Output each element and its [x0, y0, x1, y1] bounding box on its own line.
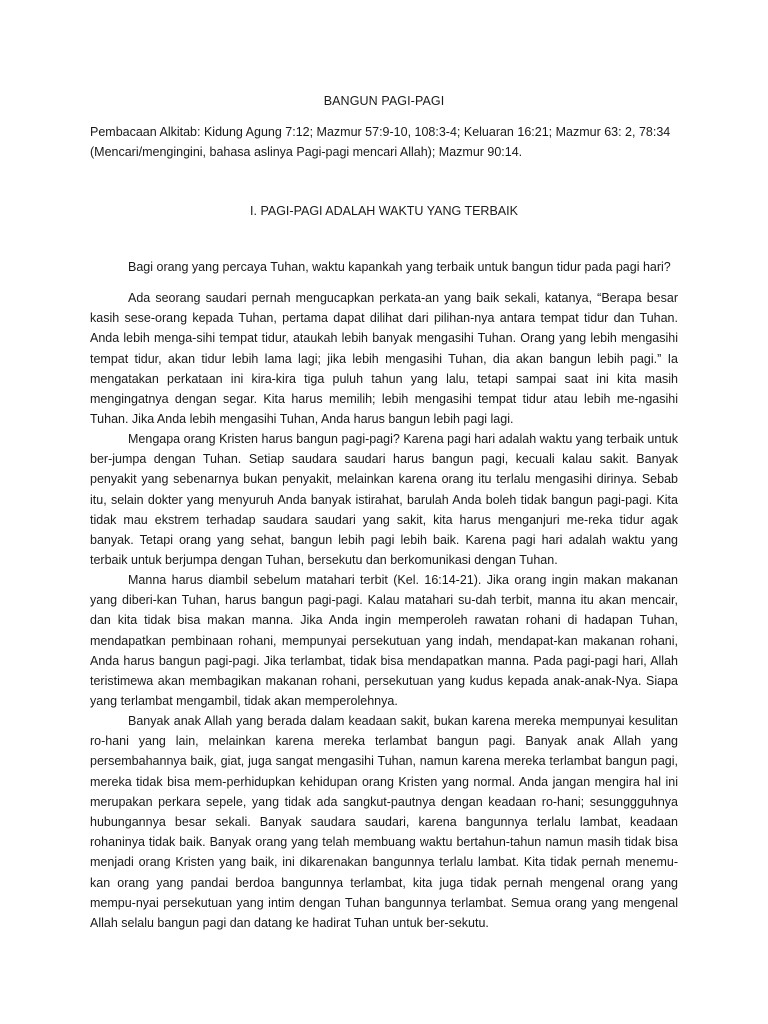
- paragraph-text: Mengapa orang Kristen harus bangun pagi-pagi? Karena pagi hari adalah waktu yang terbaik untuk ber-jumpa dengan Tuhan. Setiap saudara saudari harus bangun pagi, kecuali kalau sakit. Banyak penyakit yang sebenarnya bukan penyakit, melainkan karena orang itu terlalu mengasihi dirinya. Sebab itu, selain dokter yang menyuruh Anda banyak istirahat, barulah Anda boleh tidak bangun pagi-pagi. Kita tidak mau ekstrem terhadap saudara saudari yang sakit, kita harus menganjuri me-reka tidur agak banyak. Tetapi orang yang sehat, bangun lebih pagi lebih baik. Karena pagi hari adalah waktu yang terbaik untuk berjumpa dengan Tuhan, bersekutu dan berkomunikasi dengan Tuhan.: [90, 432, 678, 568]
- scripture-reading: [90, 122, 690, 162]
- paragraph-4: [90, 711, 678, 933]
- opening-question: [90, 257, 678, 277]
- question-text: Bagi orang yang percaya Tuhan, waktu kapankah yang terbaik untuk bangun tidur pada pagi hari?: [128, 260, 671, 274]
- paragraph-1: [90, 288, 678, 429]
- paragraph-text: Ada seorang saudari pernah mengucapkan perkata-an yang baik sekali, katanya, “Berapa besar kasih sese-orang kepada Tuhan, pertama dapat dilihat dari pilihan-nya antara tempat tidur dan Tuhan. Anda lebih menga-sihi tempat tidur, ataukah lebih banyak mengasihi Tuhan. Orang yang lebih mengasihi tempat tidur, akan tidur lebih lama lagi; jika lebih mengasihi Tuhan, dia akan bangun lebih pagi.” Ia mengatakan perkataan ini kira-kira tiga puluh tahun yang lalu, tetapi sampai saat ini kita masih mengingatnya dengan segar. Kita harus memilih; lebih mengasihi tempat tidur atau lebih me-ngasihi Tuhan. Jika Anda lebih mengasihi Tuhan, Anda harus bangun lebih pagi lagi.: [90, 291, 678, 427]
- section-heading: I. PAGI-PAGI ADALAH WAKTU YANG TERBAIK: [250, 204, 518, 218]
- paragraph-2: [90, 429, 678, 570]
- paragraph-3: [90, 570, 678, 711]
- paragraph-text: Manna harus diambil sebelum matahari terbit (Kel. 16:14-21). Jika orang ingin makan makanan yang diberi-kan Tuhan, harus bangun pagi-pagi. Kalau matahari su-dah terbit, manna itu akan mencair, dan kita tidak bisa makan manna. Jika Anda ingin memperoleh rawatan rohani di hadapan Tuhan, mendapatkan pembinaan rohani, mempunyai persekutuan yang indah, mendapat-kan makanan rohani, Anda harus bangun pagi-pagi. Jika terlambat, tidak bisa mendapatkan manna. Pada pagi-pagi hari, Allah teristimewa akan membagikan makanan rohani, persekutuan yang kudus kepada anak-anak-Nya. Siapa yang terlambat mengambil, tidak akan memperolehnya.: [90, 573, 678, 709]
- paragraph-text: Banyak anak Allah yang berada dalam keadaan sakit, bukan karena mereka mempunyai kesulitan ro-hani yang lain, melainkan karena mereka terlambat bangun pagi. Banyak anak Allah yang persembahannya baik, giat, juga sangat mengasihi Tuhan, namun karena mereka terlambat bangun pagi, mereka tidak bisa mem-perhidupkan kehidupan orang Kristen yang normal. Anda jangan mengira hal ini merupakan perkara sepele, yang tidak ada sangkut-pautnya dengan keadaan ro-hani; sesunggguhnya hubungannya besar sekali. Banyak saudara saudari, karena bangunnya terlalu lambat, keadaan rohaninya tidak baik. Banyak orang yang telah membuang waktu bertahun-tahun namun masih tidak bisa menjadi orang Kristen yang baik, ini dikarenakan bangunnya terlalu lambat. Kita tidak pernah menemu-kan orang yang pandai berdoa bangunnya terlambat, kita juga tidak pernah mengenal orang yang mempu-nyai persekutuan yang intim dengan Tuhan bangunnya terlambat. Semua orang yang mengenal Allah selalu bangun pagi dan datang ke hadirat Tuhan untuk ber-sekutu.: [90, 714, 678, 931]
- document-title: BANGUN PAGI-PAGI: [323, 94, 445, 108]
- scripture-reading-line-1: Pembacaan Alkitab: Kidung Agung 7:12; Mazmur 57:9-10, 108:3-4; Keluaran 16:21; Mazmur 63: 2, 78:34: [90, 125, 671, 139]
- scripture-reading-line-2: (Mencari/mengingini, bahasa aslinya Pagi-pagi mencari Allah); Mazmur 90:14.: [90, 145, 523, 159]
